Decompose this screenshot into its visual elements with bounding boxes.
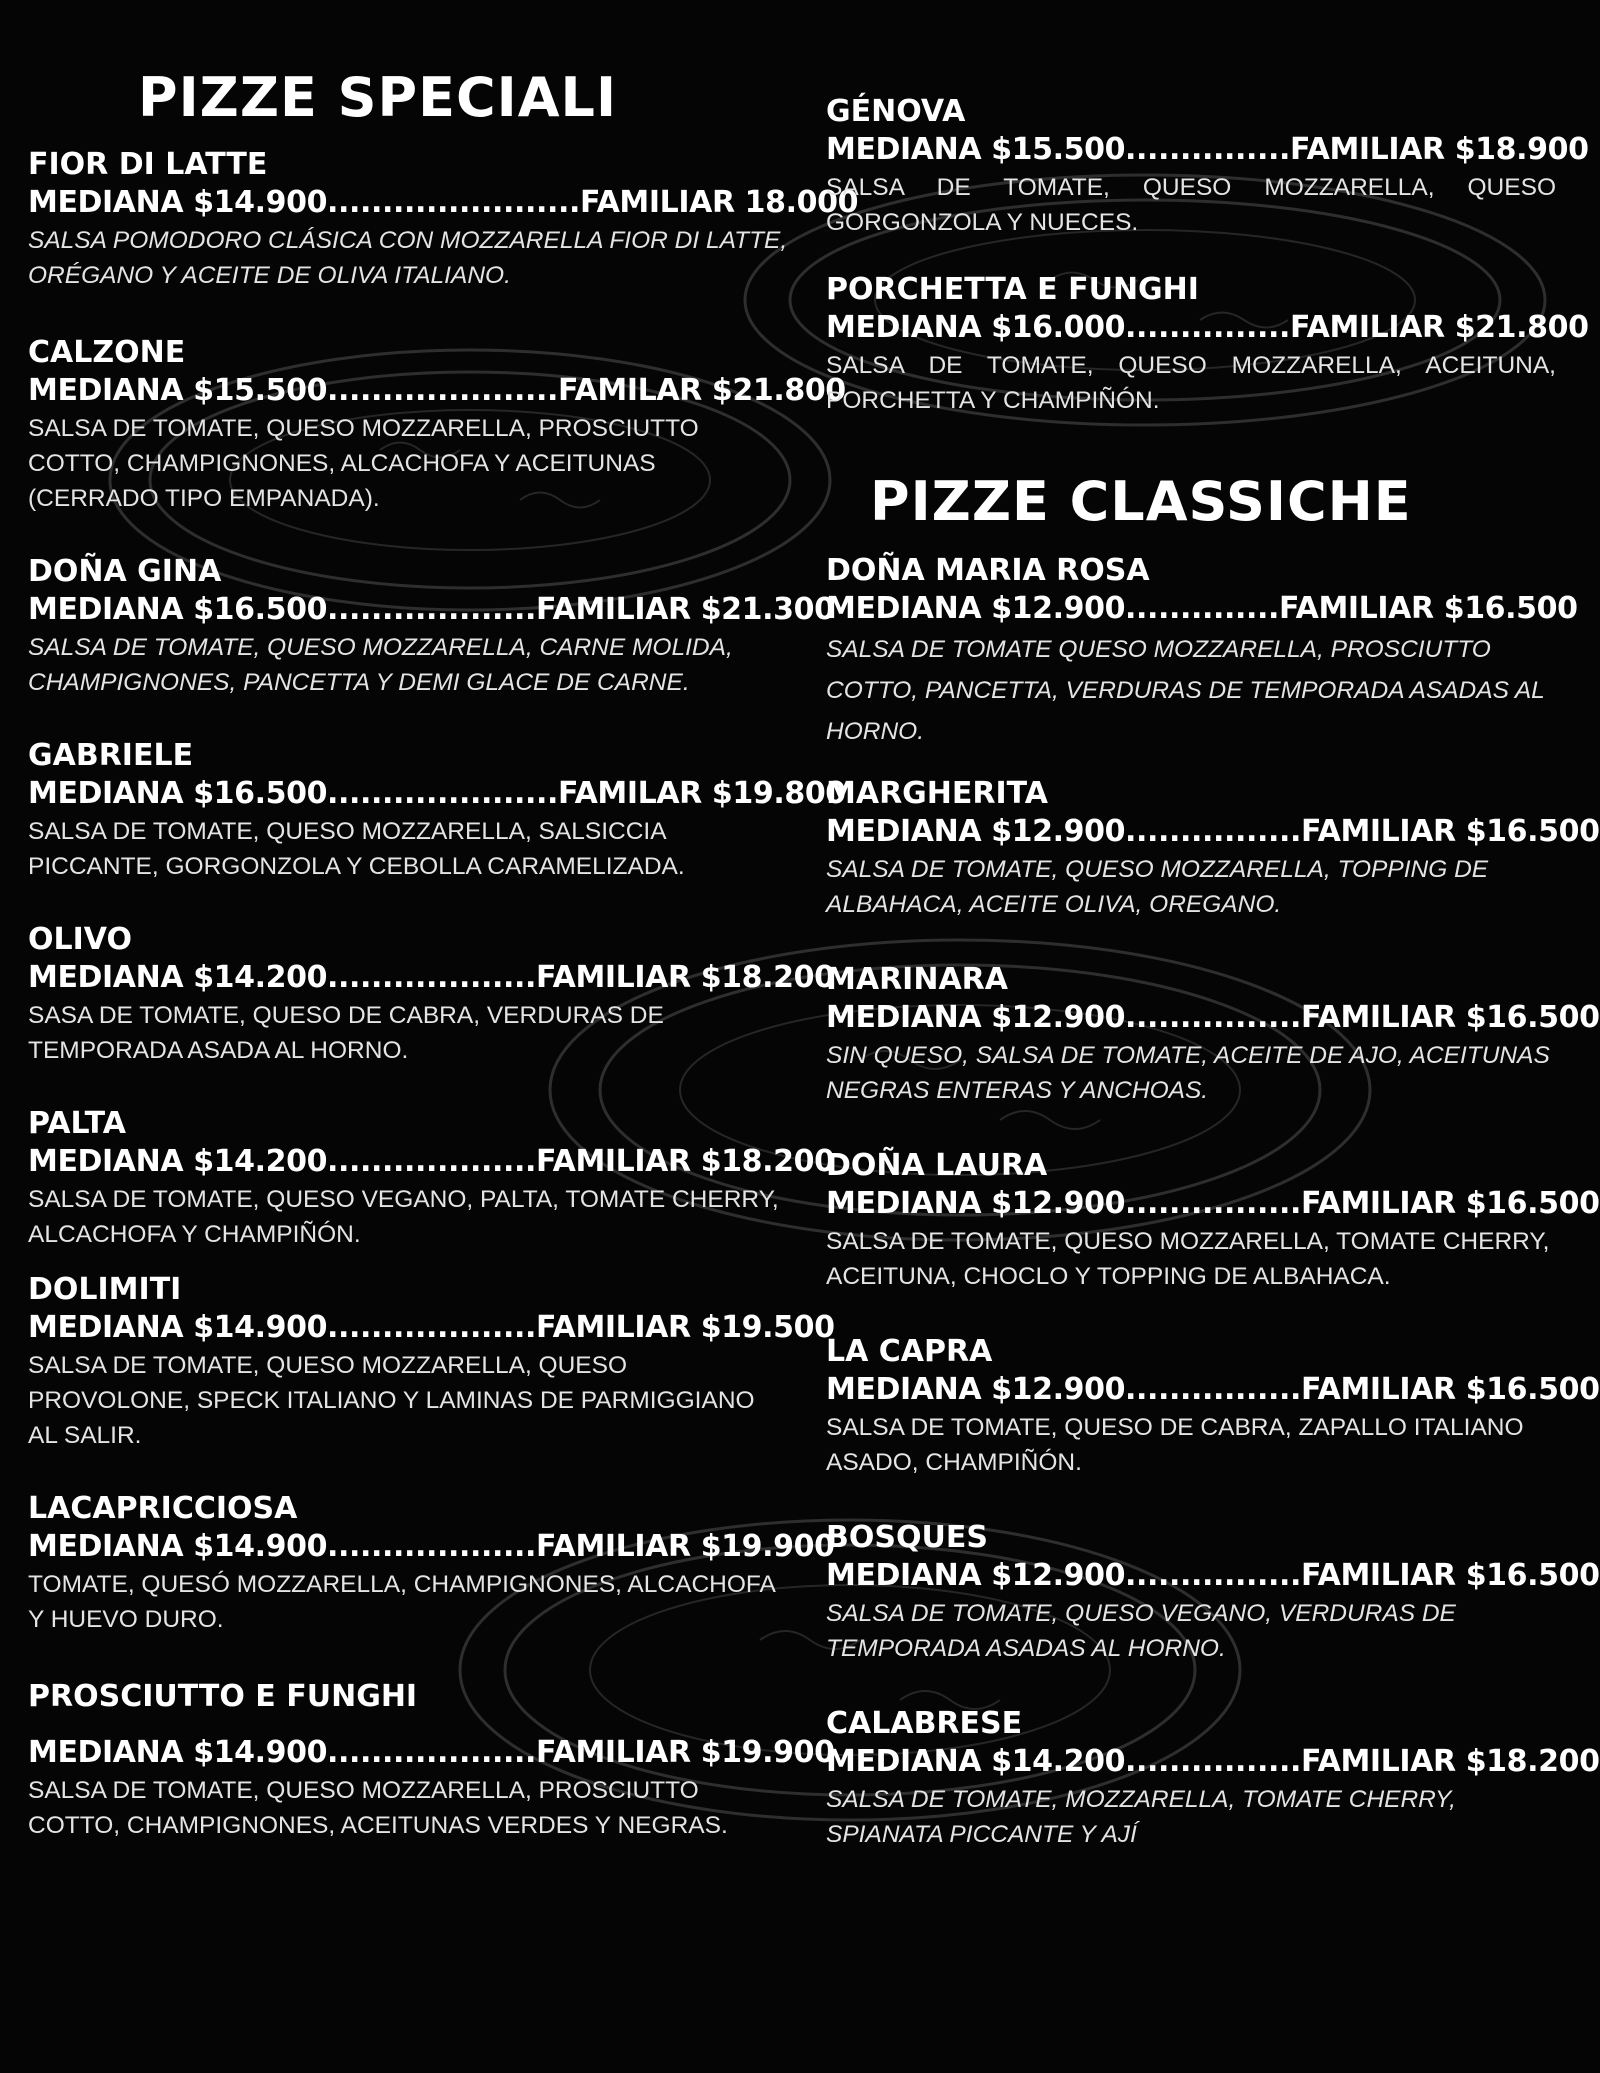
right-column bbox=[826, 0, 1600, 1852]
menu-item bbox=[28, 554, 835, 700]
item-name: MARGHERITA bbox=[826, 776, 1049, 811]
item-name: BOSQUES bbox=[826, 1520, 988, 1555]
menu-item bbox=[28, 335, 846, 516]
item-price: MEDIANA $16.500...................FAMILIAR $21.300 bbox=[28, 592, 835, 627]
menu-item bbox=[826, 1148, 1600, 1294]
item-price: MEDIANA $12.900................FAMILIAR $16.500 bbox=[826, 1000, 1600, 1035]
pizze-speciali-column bbox=[28, 0, 859, 1843]
item-name: PALTA bbox=[28, 1106, 126, 1141]
item-name: DOÑA MARIA ROSA bbox=[826, 553, 1150, 588]
item-price: MEDIANA $15.500.....................FAMILAR $21.800 bbox=[28, 373, 846, 408]
item-price: MEDIANA $14.900.......................FAMILIAR 18.000 bbox=[28, 185, 859, 220]
item-name: PROSCIUTTO E FUNGHI bbox=[28, 1679, 418, 1714]
menu-item bbox=[826, 1334, 1600, 1480]
item-price: MEDIANA $14.200................FAMILIAR $18.200 bbox=[826, 1744, 1600, 1779]
item-price: MEDIANA $14.200...................FAMILIAR $18.200 bbox=[28, 1144, 835, 1179]
item-description: SALSA DE TOMATE, QUESO MOZZARELLA, TOPPING DE ALBAHACA, ACEITE OLIVA, OREGANO. bbox=[826, 856, 1489, 918]
item-description: SALSA POMODORO CLÁSICA CON MOZZARELLA FIOR DI LATTE, ORÉGANO Y ACEITE DE OLIVA ITALIANO. bbox=[28, 227, 788, 289]
item-description: SALSA DE TOMATE, QUESO VEGANO, PALTA, TOMATE CHERRY, ALCACHOFA Y CHAMPIÑÓN. bbox=[28, 1186, 779, 1248]
item-description: SALSA DE TOMATE, QUESO MOZZARELLA, CARNE MOLIDA, CHAMPIGNONES, PANCETTA Y DEMI GLACE DE CARNE. bbox=[28, 634, 733, 696]
item-name: MARINARA bbox=[826, 962, 1008, 997]
menu-item bbox=[28, 1491, 835, 1637]
item-name: FIOR DI LATTE bbox=[28, 147, 268, 182]
menu-item bbox=[28, 1272, 835, 1453]
item-price: MEDIANA $14.200...................FAMILIAR $18.200 bbox=[28, 960, 835, 995]
menu-item bbox=[826, 553, 1578, 752]
item-description: SALSA DE TOMATE, MOZZARELLA, TOMATE CHERRY, SPIANATA PICCANTE Y AJÍ bbox=[826, 1786, 1456, 1848]
item-price: MEDIANA $14.900...................FAMILIAR $19.900 bbox=[28, 1529, 835, 1564]
item-name: DOLIMITI bbox=[28, 1272, 182, 1307]
item-description: SALSA DE TOMATE, QUESO MOZZARELLA, ACEITUNA, PORCHETTA Y CHAMPIÑÓN. bbox=[826, 352, 1556, 414]
menu-item bbox=[28, 1106, 835, 1252]
item-name: GABRIELE bbox=[28, 738, 194, 773]
item-price: MEDIANA $14.900...................FAMILIAR $19.900 bbox=[28, 1735, 835, 1770]
item-description: SALSA DE TOMATE, QUESO MOZZARELLA, PROSCIUTTO COTTO, CHAMPIGNONES, ALCACHOFA Y ACEITUNAS (CERRADO TIPO EMPANADA). bbox=[28, 415, 699, 512]
menu-item bbox=[28, 738, 846, 884]
item-description: SALSA DE TOMATE QUESO MOZZARELLA, PROSCIUTTO COTTO, PANCETTA, VERDURAS DE TEMPORADA ASADAS AL HORNO. bbox=[826, 636, 1545, 745]
item-price: MEDIANA $12.900..............FAMILIAR $16.500 bbox=[826, 591, 1578, 626]
item-name: OLIVO bbox=[28, 922, 132, 957]
menu-item bbox=[826, 1520, 1600, 1666]
pizze-speciali-title: PIZZE SPECIALI bbox=[138, 66, 618, 129]
menu-item bbox=[28, 922, 835, 1068]
item-description: SASA DE TOMATE, QUESO DE CABRA, VERDURAS DE TEMPORADA ASADA AL HORNO. bbox=[28, 1002, 664, 1064]
item-price: MEDIANA $12.900................FAMILIAR $16.500 bbox=[826, 1372, 1600, 1407]
item-description: SALSA DE TOMATE, QUESO MOZZARELLA, PROSCIUTTO COTTO, CHAMPIGNONES, ACEITUNAS VERDES Y NEGRAS. bbox=[28, 1777, 728, 1839]
item-description: SALSA DE TOMATE, QUESO MOZZARELLA, QUESO PROVOLONE, SPECK ITALIANO Y LAMINAS DE PARMIGGIANO AL SALIR. bbox=[28, 1352, 755, 1449]
item-price: MEDIANA $12.900................FAMILIAR $16.500 bbox=[826, 814, 1600, 849]
item-name: GÉNOVA bbox=[826, 94, 966, 129]
item-description: SALSA DE TOMATE, QUESO MOZZARELLA, TOMATE CHERRY, ACEITUNA, CHOCLO Y TOPPING DE ALBAHACA. bbox=[826, 1228, 1550, 1290]
menu-item bbox=[28, 147, 859, 293]
item-description: SALSA DE TOMATE, QUESO VEGANO, VERDURAS DE TEMPORADA ASADAS AL HORNO. bbox=[826, 1600, 1456, 1662]
menu-item bbox=[826, 962, 1600, 1108]
item-name: DOÑA LAURA bbox=[826, 1148, 1048, 1183]
item-name: CALZONE bbox=[28, 335, 186, 370]
item-description: SALSA DE TOMATE, QUESO DE CABRA, ZAPALLO ITALIANO ASADO, CHAMPIÑÓN. bbox=[826, 1414, 1524, 1476]
menu-item bbox=[826, 94, 1589, 240]
pizze-classiche-title: PIZZE CLASSICHE bbox=[870, 470, 1412, 533]
item-name: PORCHETTA E FUNGHI bbox=[826, 272, 1199, 307]
menu-item bbox=[826, 272, 1589, 418]
item-price: MEDIANA $14.900...................FAMILIAR $19.500 bbox=[28, 1310, 835, 1345]
item-description: TOMATE, QUESÓ MOZZARELLA, CHAMPIGNONES, ALCACHOFA Y HUEVO DURO. bbox=[28, 1571, 775, 1633]
menu-item bbox=[28, 1679, 835, 1843]
menu-item bbox=[826, 776, 1600, 922]
item-price: MEDIANA $16.500.....................FAMILAR $19.800 bbox=[28, 776, 846, 811]
item-price: MEDIANA $12.900................FAMILIAR $16.500 bbox=[826, 1186, 1600, 1221]
item-price: MEDIANA $15.500...............FAMILIAR $18.900 bbox=[826, 132, 1589, 167]
item-name: LACAPRICCIOSA bbox=[28, 1491, 298, 1526]
item-name: DOÑA GINA bbox=[28, 554, 222, 589]
item-description: SIN QUESO, SALSA DE TOMATE, ACEITE DE AJO, ACEITUNAS NEGRAS ENTERAS Y ANCHOAS. bbox=[826, 1042, 1550, 1104]
item-description: SALSA DE TOMATE, QUESO MOZZARELLA, QUESO GORGONZOLA Y NUECES. bbox=[826, 174, 1556, 236]
item-price: MEDIANA $16.000...............FAMILIAR $21.800 bbox=[826, 310, 1589, 345]
menu-item bbox=[826, 1706, 1600, 1852]
item-name: LA CAPRA bbox=[826, 1334, 993, 1369]
item-name: CALABRESE bbox=[826, 1706, 1023, 1741]
item-description: SALSA DE TOMATE, QUESO MOZZARELLA, SALSICCIA PICCANTE, GORGONZOLA Y CEBOLLA CARAMELIZADA. bbox=[28, 818, 685, 880]
item-price: MEDIANA $12.900................FAMILIAR $16.500 bbox=[826, 1558, 1600, 1593]
